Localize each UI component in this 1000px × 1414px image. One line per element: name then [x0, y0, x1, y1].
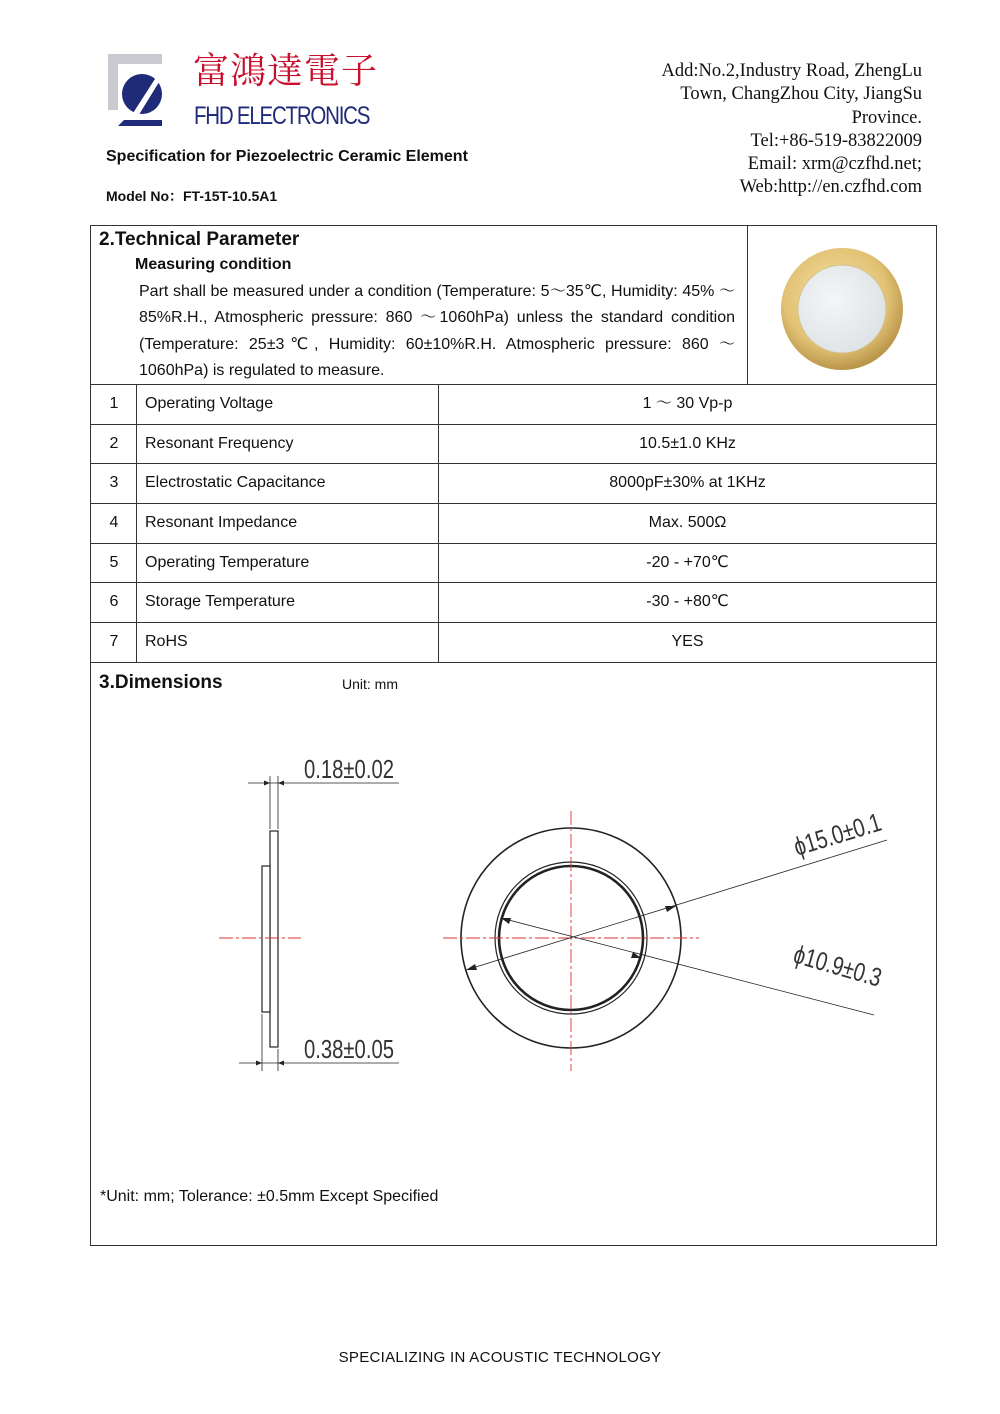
- table-row: [91, 424, 936, 464]
- table-row: [91, 543, 936, 583]
- dimension-drawing: [221, 726, 910, 1086]
- brand-name-chinese: 富鴻達電子: [193, 51, 379, 92]
- company-address: [602, 60, 922, 200]
- spec-frame: [90, 225, 937, 1246]
- table-row: [91, 503, 936, 543]
- address-line: Add:No.2,Industry Road, ZhengLu: [661, 61, 922, 81]
- parameter-name: Electrostatic Capacitance: [145, 474, 326, 491]
- measuring-condition-text: Part shall be measured under a condition (Temperature: 5～35℃, Humidity: 45% ～ 85%R.H., Atmospheric pressure: 860 ～1060hPa) unless the standard condition (Temperature: 25±3℃, Humidity: 60±10%R.H. Atmospheric pressure: 860 ～1060hPa) is regulated to measure.: [139, 283, 735, 379]
- dimensions-title: 3.Dimensions: [99, 672, 223, 693]
- row-number: 7: [109, 633, 119, 650]
- parameter-name: Operating Voltage: [145, 395, 274, 412]
- dimensions-unit: Unit: mm: [342, 676, 398, 692]
- parameter-value: YES: [671, 633, 704, 650]
- spec-title: Specification for Piezoelectric Ceramic Element: [106, 148, 468, 165]
- side-view: [239, 776, 399, 1071]
- ceramic-thickness-label: 0.18±0.02: [304, 754, 394, 784]
- model-number: Model No：FT-15T-10.5A1: [106, 188, 278, 204]
- parameter-value: 1 ～ 30 Vp-p: [642, 395, 733, 412]
- brand-name-english: FHD ELECTRONICS: [194, 102, 370, 130]
- parameter-name: Resonant Frequency: [145, 435, 294, 452]
- table-row: [91, 463, 936, 503]
- phone-line: Tel:+86-519-83822009: [750, 130, 922, 151]
- parameter-value: -20 - +70℃: [646, 554, 729, 571]
- parameter-name: Resonant Impedance: [145, 514, 298, 531]
- footer-slogan: SPECIALIZING IN ACOUSTIC TECHNOLOGY: [338, 1349, 662, 1366]
- email-line: Email: xrm@czfhd.net;: [747, 154, 922, 175]
- address-line: Town, ChangZhou City, JiangSu: [680, 84, 922, 105]
- table-row: [91, 582, 936, 622]
- measuring-condition-title: Measuring condition: [135, 256, 292, 273]
- table-row: [91, 622, 936, 662]
- parameter-name: Operating Temperature: [145, 554, 310, 571]
- parameter-value: -30 - +80℃: [646, 593, 729, 610]
- parameter-name: Storage Temperature: [145, 593, 296, 610]
- parameter-value: 10.5±1.0 KHz: [639, 435, 736, 452]
- website-line: Web:http://en.czfhd.com: [739, 177, 922, 198]
- row-number: 3: [109, 474, 119, 491]
- tolerance-note: *Unit: mm; Tolerance: ±0.5mm Except Specified: [100, 1188, 439, 1205]
- piezo-disc-image: [779, 246, 905, 372]
- inner-diameter-label: ϕ10.9±0.3: [790, 938, 910, 1000]
- total-thickness-label: 0.38±0.05: [304, 1034, 394, 1064]
- parameter-value: 8000pF±30% at 1KHz: [609, 474, 766, 491]
- table-row: [91, 384, 936, 424]
- row-number: 2: [109, 435, 119, 452]
- row-number: 4: [109, 514, 119, 531]
- row-number: 5: [109, 554, 119, 571]
- parameter-value: Max. 500Ω: [648, 514, 727, 531]
- row-number: 6: [109, 593, 119, 610]
- fhd-logo-icon: [104, 52, 164, 128]
- address-line: Province.: [851, 107, 922, 128]
- row-number: 1: [109, 395, 119, 412]
- technical-parameter-title: 2.Technical Parameter: [99, 229, 300, 250]
- parameter-name: RoHS: [145, 633, 188, 650]
- outer-diameter-label: ϕ15.0±0.1: [789, 799, 910, 862]
